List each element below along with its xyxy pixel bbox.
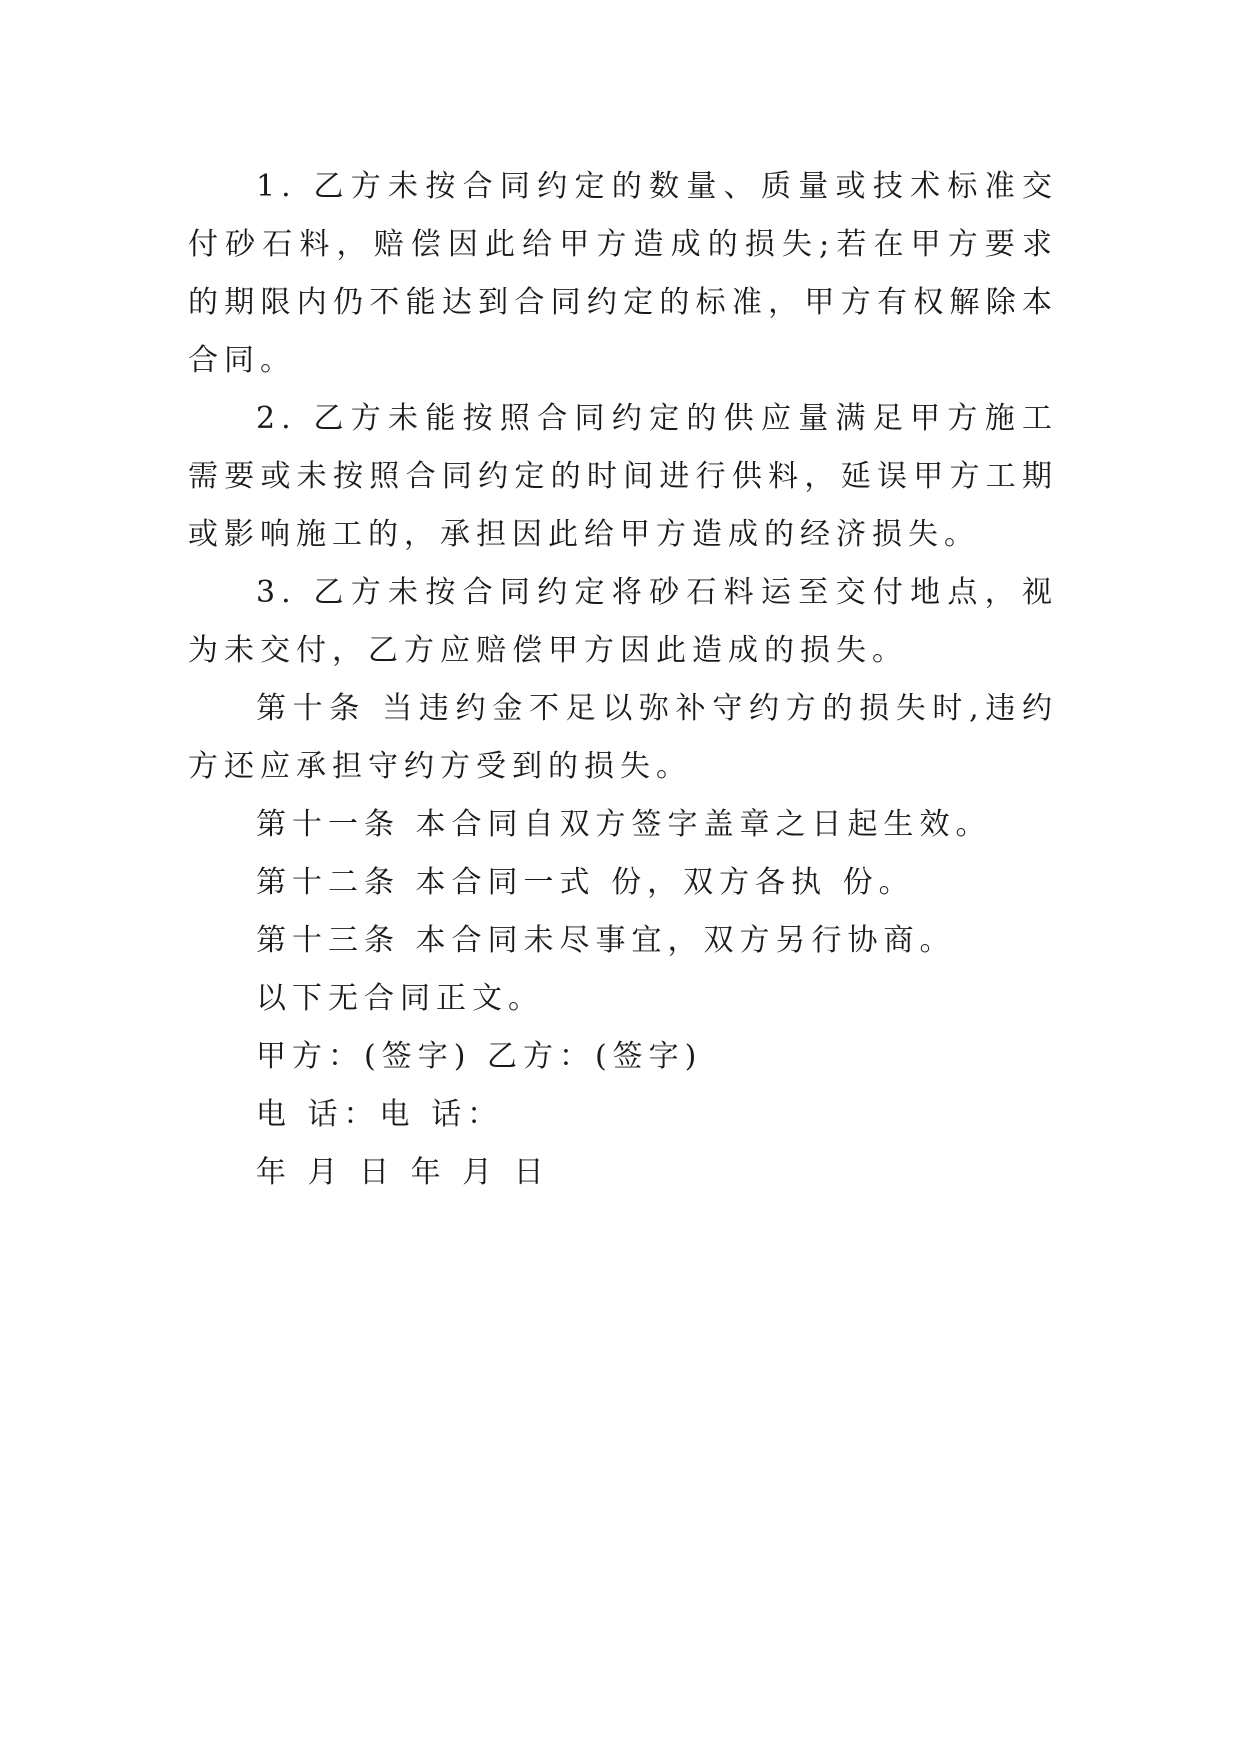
clause-paragraph-2: 2. 乙方未能按照合同约定的供应量满足甲方施工需要或未按照合同约定的时间进行供料，延误甲方工期或影响施工的，承担因此给甲方造成的经济损失。 bbox=[188, 401, 1058, 552]
article-thirteen: 第十三条 本合同未尽事宜，双方另行协商。 bbox=[256, 923, 956, 958]
document-body bbox=[188, 158, 1058, 1202]
date-line: 年 月 日 年 月 日 bbox=[256, 1155, 550, 1190]
clause-paragraph-3: 3. 乙方未按合同约定将砂石料运至交付地点，视为未交付，乙方应赔偿甲方因此造成的损失。 bbox=[188, 575, 1058, 668]
signature-line: 甲方：(签字) 乙方：(签字) bbox=[256, 1039, 703, 1074]
article-ten: 第十条 当违约金不足以弥补守约方的损失时,违约方还应承担守约方受到的损失。 bbox=[188, 691, 1058, 784]
article-eleven: 第十一条 本合同自双方签字盖章之日起生效。 bbox=[256, 807, 992, 842]
phone-line: 电 话：电 话： bbox=[256, 1097, 504, 1132]
clause-paragraph-1: 1. 乙方未按合同约定的数量、质量或技术标准交付砂石料，赔偿因此给甲方造成的损失;若在甲方要求的期限内仍不能达到合同约定的标准，甲方有权解除本合同。 bbox=[188, 169, 1058, 378]
end-of-text-note: 以下无合同正文。 bbox=[256, 981, 544, 1016]
article-twelve: 第十二条 本合同一式 份，双方各执 份。 bbox=[256, 865, 915, 900]
